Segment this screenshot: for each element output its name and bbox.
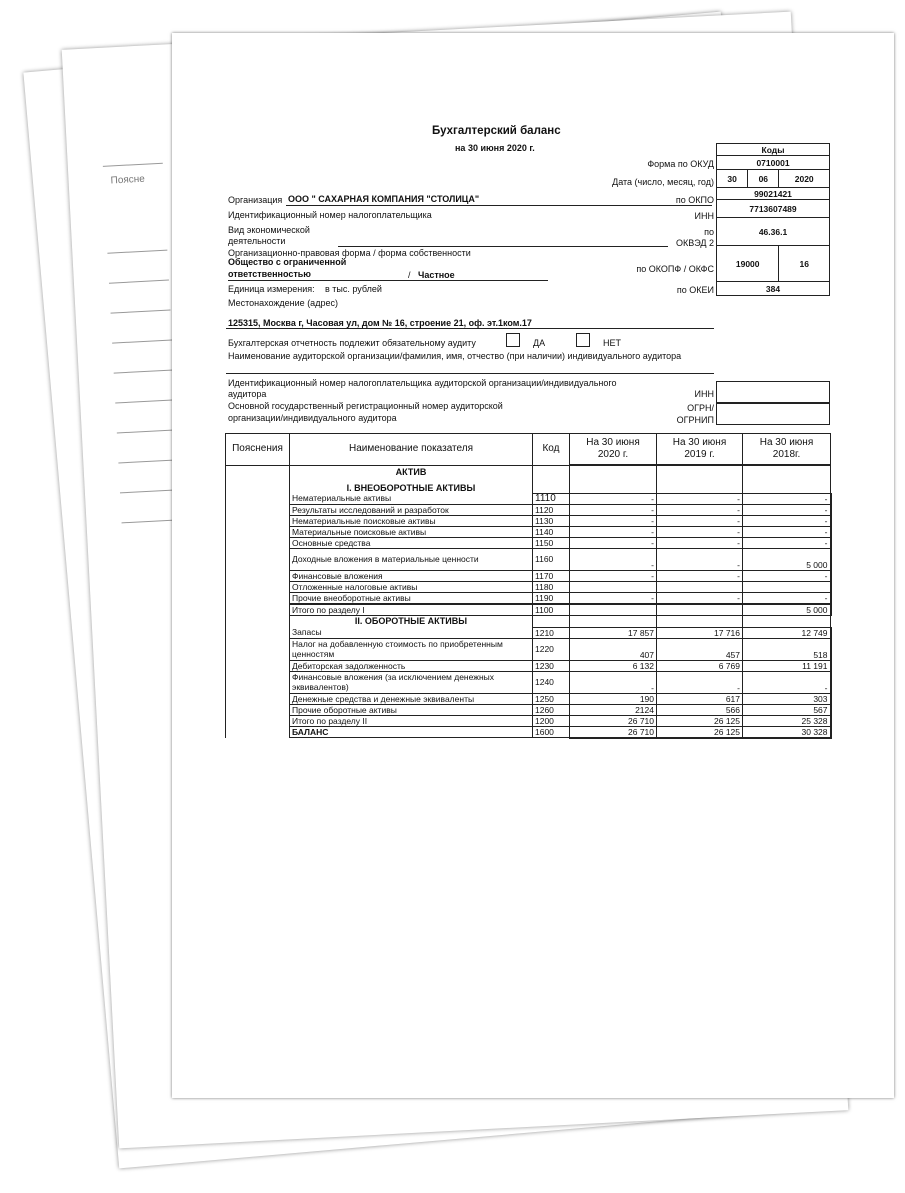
table-row xyxy=(226,726,831,738)
row-code: 1160 xyxy=(533,548,570,570)
notes-cell xyxy=(226,581,290,592)
row-name: БАЛАНС xyxy=(290,726,533,738)
row-value-2018: 11 191 xyxy=(743,660,831,671)
row-value-2018: 25 328 xyxy=(743,715,831,726)
row-value-2018: 12 749 xyxy=(743,627,831,638)
table-row xyxy=(226,704,831,715)
row-value-2020: 190 xyxy=(570,693,657,704)
background-rule xyxy=(109,280,169,284)
row-value-2019: - xyxy=(657,526,743,537)
value-cell xyxy=(657,615,743,627)
row-value-2020: - xyxy=(570,504,657,515)
audit-yes-label: ДА xyxy=(533,338,546,348)
notes-cell xyxy=(226,693,290,704)
row-name: Отложенные налоговые активы xyxy=(290,581,533,592)
address-value: 125315, Москва г, Часовая ул, дом № 16, строение 21, оф. эт.1ком.17 xyxy=(228,318,532,328)
row-value-2019 xyxy=(657,581,743,592)
legal-form-label: Организационно-правовая форма / форма собственности xyxy=(228,248,471,258)
notes-cell xyxy=(226,570,290,581)
table-row xyxy=(226,671,831,693)
asset-heading: АКТИВ xyxy=(290,465,533,479)
row-name: Основные средства xyxy=(290,537,533,548)
row-code: 1140 xyxy=(533,526,570,537)
notes-cell xyxy=(226,537,290,548)
background-rule xyxy=(120,489,180,493)
background-rule xyxy=(117,429,177,433)
legal-form-underline xyxy=(228,280,548,281)
notes-cell xyxy=(226,615,290,627)
units-label: Единица измерения: xyxy=(228,284,315,294)
table-row xyxy=(226,715,831,726)
row-value-2018: 5 000 xyxy=(743,604,831,616)
row-name: Финансовые вложения xyxy=(290,570,533,581)
section-2-heading: II. ОБОРОТНЫЕ АКТИВЫ xyxy=(290,615,533,627)
row-value-2020: - xyxy=(570,537,657,548)
row-name: Результаты исследований и разработок xyxy=(290,504,533,515)
code-cell xyxy=(533,465,570,479)
balance-table xyxy=(225,433,832,739)
table-row xyxy=(226,515,831,526)
notes-cell xyxy=(226,479,290,493)
row-value-2020: - xyxy=(570,548,657,570)
table-row xyxy=(226,526,831,537)
col-2020-header-line-2: 2020 г. xyxy=(597,449,629,460)
row-value-2018: 518 xyxy=(743,638,831,660)
code-cell xyxy=(533,479,570,493)
notes-cell xyxy=(226,715,290,726)
auditor-ogrn-field[interactable] xyxy=(716,403,830,425)
row-value-2018: - xyxy=(743,570,831,581)
inn-full-label: Идентификационный номер налогоплательщика xyxy=(228,210,432,220)
row-value-2019: - xyxy=(657,548,743,570)
okpo-code: 99021421 xyxy=(717,188,830,200)
row-name: Запасы xyxy=(290,627,533,638)
row-code: 1120 xyxy=(533,504,570,515)
row-name: Итого по разделу I xyxy=(290,604,533,616)
row-name: Прочие оборотные активы xyxy=(290,704,533,715)
row-value-2020: 17 857 xyxy=(570,627,657,638)
ownership-value: Частное xyxy=(418,270,455,280)
inn-code: 7713607489 xyxy=(717,200,830,218)
audit-question: Бухгалтерская отчетность подлежит обязательному аудиту xyxy=(228,338,476,348)
row-value-2019: - xyxy=(657,570,743,581)
background-rule xyxy=(112,339,172,343)
value-cell xyxy=(570,479,657,493)
okopf-label: по ОКОПФ / ОКФС xyxy=(636,264,714,274)
row-name: Прочие внеоборотные активы xyxy=(290,592,533,604)
org-value: ООО " САХАРНАЯ КОМПАНИЯ "СТОЛИЦА" xyxy=(288,194,480,204)
row-name: Финансовые вложения (за исключением денежных эквивалентов) xyxy=(290,671,533,693)
date-month: 06 xyxy=(748,170,779,188)
row-value-2019: 617 xyxy=(657,693,743,704)
table-row xyxy=(226,592,831,604)
address-underline xyxy=(226,328,714,329)
row-value-2019: - xyxy=(657,537,743,548)
document-title: Бухгалтерский баланс xyxy=(432,125,561,137)
activity-underline xyxy=(338,246,668,247)
auditor-inn-code-label: ИНН xyxy=(694,389,714,399)
okfs-code: 16 xyxy=(779,246,830,282)
row-code: 1240 xyxy=(533,671,570,693)
row-value-2020: 26 710 xyxy=(570,715,657,726)
value-cell xyxy=(657,465,743,479)
table-row xyxy=(226,627,831,638)
row-value-2019: 17 716 xyxy=(657,627,743,638)
row-code: 1230 xyxy=(533,660,570,671)
row-code: 1150 xyxy=(533,537,570,548)
col-2019-header-line-2: 2019 г. xyxy=(684,449,715,460)
section-1-heading: I. ВНЕОБОРОТНЫЕ АКТИВЫ xyxy=(290,479,533,493)
background-rule xyxy=(111,310,171,314)
table-row xyxy=(226,581,831,592)
table-row xyxy=(226,638,831,660)
table-row xyxy=(226,504,831,515)
row-value-2019: - xyxy=(657,493,743,504)
notes-cell xyxy=(226,526,290,537)
table-row xyxy=(226,604,831,616)
row-name: Налог на добавленную стоимость по приобретенным ценностям xyxy=(290,638,533,660)
okud-code: 0710001 xyxy=(717,156,830,170)
activity-label-2: деятельности xyxy=(228,236,286,246)
auditor-ogrn-label-1: Основной государственный регистрационный номер аудиторской xyxy=(228,401,503,411)
okopf-code: 19000 xyxy=(717,246,779,282)
col-code-header: Код xyxy=(533,434,570,466)
auditor-inn-field[interactable] xyxy=(716,381,830,403)
notes-cell xyxy=(226,627,290,638)
row-code: 1170 xyxy=(533,570,570,581)
date-label: Дата (число, месяц, год) xyxy=(612,177,714,187)
auditor-name-label: Наименование аудиторской организации/фамилия, имя, отчество (при наличии) индивидуального аудитора xyxy=(228,351,682,361)
value-cell xyxy=(743,615,831,627)
row-value-2020: - xyxy=(570,570,657,581)
row-code: 1250 xyxy=(533,693,570,704)
col-notes-header: Пояснения xyxy=(226,434,290,466)
row-value-2020: - xyxy=(570,526,657,537)
notes-cell xyxy=(226,592,290,604)
row-value-2018: - xyxy=(743,493,831,504)
notes-cell xyxy=(226,515,290,526)
value-cell xyxy=(743,479,831,493)
table-row xyxy=(226,548,831,570)
row-value-2020: 6 132 xyxy=(570,660,657,671)
row-value-2019: 6 769 xyxy=(657,660,743,671)
notes-cell xyxy=(226,465,290,479)
notes-cell xyxy=(226,726,290,738)
background-rule xyxy=(118,459,178,463)
row-value-2020 xyxy=(570,604,657,616)
row-value-2020: - xyxy=(570,592,657,604)
row-value-2019: 26 125 xyxy=(657,726,743,738)
row-code: 1190 xyxy=(533,592,570,604)
inn-label: ИНН xyxy=(694,211,714,221)
auditor-ogrn-label-2: организации/индивидуального аудитора xyxy=(228,413,397,423)
auditor-ogrn-code-label-2: ОГРНИП xyxy=(676,415,714,425)
okei-code: 384 xyxy=(717,282,830,296)
row-name: Денежные средства и денежные эквиваленты xyxy=(290,693,533,704)
activity-label-1: Вид экономической xyxy=(228,225,310,235)
row-value-2020 xyxy=(570,581,657,592)
col-2019-header-line-1: На 30 июня xyxy=(672,437,727,448)
location-label: Местонахождение (адрес) xyxy=(228,298,338,308)
row-value-2019: - xyxy=(657,504,743,515)
row-value-2019: 26 125 xyxy=(657,715,743,726)
background-rule xyxy=(107,250,167,254)
document-date: на 30 июня 2020 г. xyxy=(455,143,535,153)
notes-cell xyxy=(226,548,290,570)
col-2020-header xyxy=(570,434,657,466)
okved-label-2: ОКВЭД 2 xyxy=(675,238,714,248)
balance-table-body xyxy=(226,465,831,738)
row-name: Материальные поисковые активы xyxy=(290,526,533,537)
row-value-2019: - xyxy=(657,671,743,693)
row-value-2018: 5 000 xyxy=(743,548,831,570)
notes-cell xyxy=(226,671,290,693)
okud-label: Форма по ОКУД xyxy=(647,159,714,169)
legal-form-value-1: Общество с ограниченной xyxy=(228,257,347,267)
background-rule xyxy=(103,163,163,167)
value-cell xyxy=(570,465,657,479)
row-code: 1180 xyxy=(533,581,570,592)
row-name: Дебиторская задолженность xyxy=(290,660,533,671)
table-row xyxy=(226,570,831,581)
table-row xyxy=(226,660,831,671)
table-row xyxy=(226,493,831,504)
row-value-2018: 30 328 xyxy=(743,726,831,738)
row-value-2020: 2124 xyxy=(570,704,657,715)
auditor-ogrn-code-label-1: ОГРН/ xyxy=(687,403,714,413)
col-2018-header-line-2: 2018г. xyxy=(772,449,801,460)
audit-no-checkbox[interactable] xyxy=(576,333,590,347)
value-cell xyxy=(657,479,743,493)
notes-cell xyxy=(226,493,290,504)
row-name: Итого по разделу II xyxy=(290,715,533,726)
codes-header: Коды xyxy=(717,144,830,156)
table-row xyxy=(226,693,831,704)
row-value-2018: - xyxy=(743,537,831,548)
org-underline xyxy=(286,205,712,206)
row-name: Доходные вложения в материальные ценности xyxy=(290,548,533,570)
row-code: 1220 xyxy=(533,638,570,660)
row-code: 1200 xyxy=(533,715,570,726)
legal-form-value-2: ответственностью xyxy=(228,269,311,279)
row-code: 1130 xyxy=(533,515,570,526)
row-value-2018: - xyxy=(743,504,831,515)
row-code: 1260 xyxy=(533,704,570,715)
auditor-name-underline xyxy=(226,373,714,374)
row-value-2018: - xyxy=(743,515,831,526)
row-value-2018: - xyxy=(743,671,831,693)
balance-sheet-page xyxy=(172,33,894,1098)
row-value-2019 xyxy=(657,604,743,616)
col-name-header: Наименование показателя xyxy=(290,434,533,466)
row-value-2020: - xyxy=(570,671,657,693)
row-code: 1110 xyxy=(533,493,570,504)
row-value-2020: - xyxy=(570,515,657,526)
row-value-2018: 303 xyxy=(743,693,831,704)
codes-table xyxy=(716,143,830,296)
row-value-2020: 26 710 xyxy=(570,726,657,738)
col-2020-header-line-1: На 30 июня xyxy=(586,437,640,448)
okpo-label: по ОКПО xyxy=(675,195,714,205)
background-rule xyxy=(115,399,175,403)
col-2018-header-line-1: На 30 июня xyxy=(759,437,814,448)
notes-cell xyxy=(226,638,290,660)
auditor-inn-label-2: аудитора xyxy=(228,389,267,399)
row-name: Нематериальные активы xyxy=(290,493,533,504)
notes-cell xyxy=(226,660,290,671)
okei-label: по ОКЕИ xyxy=(676,285,714,295)
row-value-2018: 567 xyxy=(743,704,831,715)
notes-cell xyxy=(226,604,290,616)
code-cell xyxy=(533,615,570,627)
okved-code: 46.36.1 xyxy=(717,218,830,246)
table-row xyxy=(226,537,831,548)
legal-form-separator: / xyxy=(408,270,411,280)
audit-no-label: НЕТ xyxy=(603,338,621,348)
date-day: 30 xyxy=(717,170,748,188)
row-name: Нематериальные поисковые активы xyxy=(290,515,533,526)
okved-label-1: по xyxy=(704,227,714,237)
col-2018-header xyxy=(743,434,831,466)
row-value-2018: - xyxy=(743,592,831,604)
value-cell xyxy=(570,615,657,627)
auditor-inn-label-1: Идентификационный номер налогоплательщика аудиторской организации/индивидуального xyxy=(228,378,617,388)
row-code: 1600 xyxy=(533,726,570,738)
row-value-2019: - xyxy=(657,515,743,526)
value-cell xyxy=(743,465,831,479)
row-code: 1100 xyxy=(533,604,570,616)
row-value-2020: 407 xyxy=(570,638,657,660)
row-code: 1210 xyxy=(533,627,570,638)
row-value-2019: - xyxy=(657,592,743,604)
audit-yes-checkbox[interactable] xyxy=(506,333,520,347)
row-value-2018 xyxy=(743,581,831,592)
background-page-label: Поясне xyxy=(110,173,146,187)
date-year: 2020 xyxy=(779,170,830,188)
col-2019-header xyxy=(657,434,743,466)
row-value-2019: 457 xyxy=(657,638,743,660)
units-value: в тыс. рублей xyxy=(325,284,382,294)
row-value-2018: - xyxy=(743,526,831,537)
org-label: Организация xyxy=(228,195,283,205)
row-value-2020: - xyxy=(570,493,657,504)
notes-cell xyxy=(226,504,290,515)
notes-cell xyxy=(226,704,290,715)
row-value-2019: 566 xyxy=(657,704,743,715)
background-rule xyxy=(114,369,174,373)
